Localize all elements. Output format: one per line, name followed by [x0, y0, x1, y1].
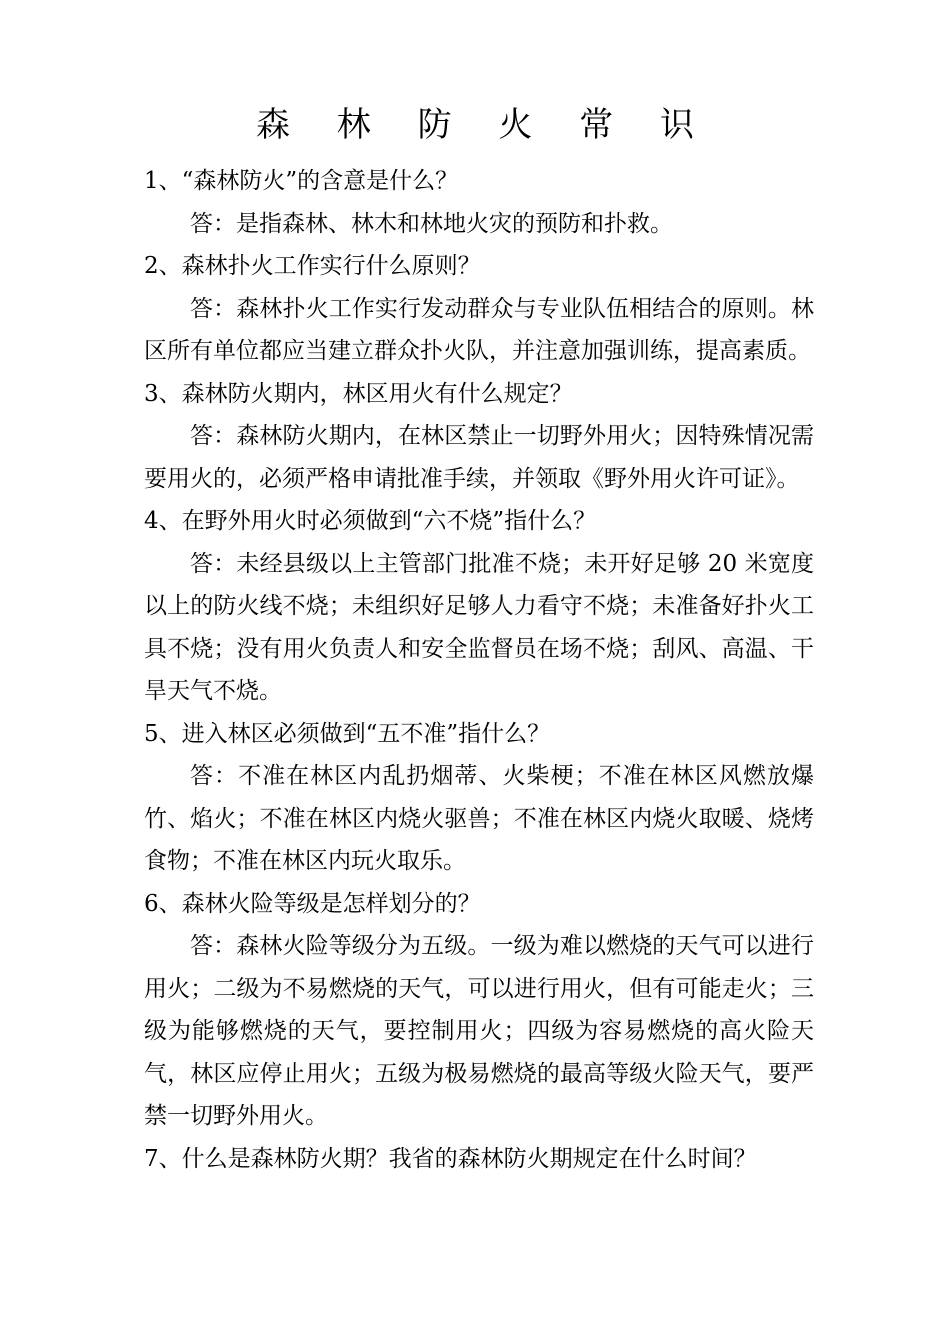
answer-4: 答：未经县级以上主管部门批准不烧；未开好足够 20 米宽度以上的防火线不烧；未组织好足够人力看守不烧；未准备好扑火工具不烧；没有用火负责人和安全监督员在场不烧；刮风、高温、干旱天气不烧。 [144, 550, 814, 704]
document-body [144, 160, 814, 1180]
question-1: 1、“森林防火”的含意是什么？ [144, 168, 459, 194]
question-4: 4、在野外用火时必须做到“六不烧”指什么？ [144, 508, 597, 534]
question-7: 7、什么是森林防火期？我省的森林防火期规定在什么时间？ [144, 1145, 757, 1172]
question-2: 2、森林扑火工作实行什么原则？ [144, 253, 481, 279]
question-6: 6、森林火险等级是怎样划分的？ [144, 890, 481, 917]
answer-6: 答：森林火险等级分为五级。一级为难以燃烧的天气可以进行用火；二级为不易燃烧的天气，可以进行用火，但有可能走火；三级为能够燃烧的天气，要控制用火；四级为容易燃烧的高火险天气，林区应停止用火；五级为极易燃烧的最高等级火险天气，要严禁一切野外用火。 [144, 933, 814, 1129]
answer-5: 答：不准在林区内乱扔烟蒂、火柴梗；不准在林区风燃放爆竹、焰火；不准在林区内烧火驱兽；不准在林区内烧火取暖、烧烤食物；不准在林区内玩火取乐。 [144, 763, 814, 874]
document-title: 森 林 防 火 常 识 [255, 105, 713, 145]
answer-1: 答：是指森林、林木和林地火灾的预防和扑救。 [190, 210, 673, 237]
question-3: 3、森林防火期内，林区用火有什么规定？ [144, 380, 573, 407]
answer-3: 答：森林防火期内，在林区禁止一切野外用火；因特殊情况需要用火的，必须严格申请批准手续，并领取《野外用火许可证》。 [144, 423, 814, 492]
question-5: 5、进入林区必须做到“五不准”指什么？ [144, 720, 551, 747]
answer-2: 答：森林扑火工作实行发动群众与专业队伍相结合的原则。林区所有单位都应当建立群众扑火队，并注意加强训练，提高素质。 [144, 295, 814, 364]
